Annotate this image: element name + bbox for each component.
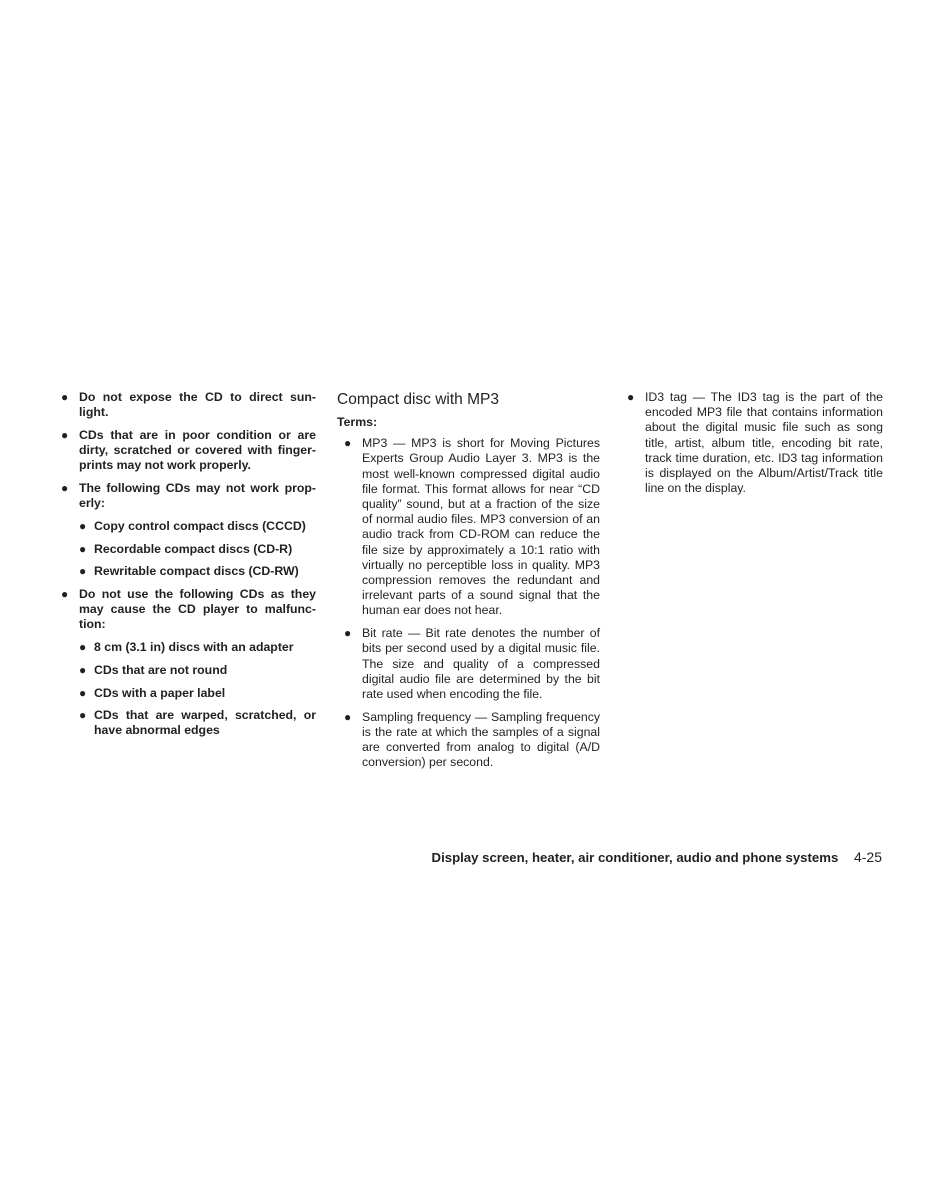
sub-list-item [79,686,316,701]
list-item-text: Do not use the following CDs as they may cause the CD player to malfunc-tion: [79,587,316,632]
right-column [625,390,883,504]
bullet-icon: ● [79,662,87,677]
list-item [337,436,600,618]
bullet-icon: ● [61,427,69,442]
sub-list [79,519,316,580]
terms-list-continued [625,390,883,496]
bullet-icon: ● [79,708,87,723]
sub-list-item-text: Recordable compact discs (CD-R) [94,541,293,556]
term-text: MP3 — MP3 is short for Moving Pictures Experts Group Audio Layer 3. MP3 is the most well-known compressed digital audio file format. This format allows for near “CD quality” sound, but at a fraction of the size of normal audio files. MP3 conversion of an audio track from CD-ROM can reduce the file size by approximately a 10:1 ratio with virtually no perceptible loss in quality. MP3 compression removes the redundant and irrelevant parts of a sound signal that the human ear does not hear. [362,436,600,618]
list-item [337,626,600,702]
bullet-icon: ● [79,564,87,579]
bullet-icon: ● [344,709,352,724]
bullet-icon: ● [79,518,87,533]
list-item [60,428,316,474]
bullet-icon: ● [61,587,69,602]
term-text: Bit rate — Bit rate denotes the number of bits per second used by a digital music file. The size and quality of a compressed digital audio file are determined by the bit rate used when encoding the file. [362,626,600,701]
sub-list-item-text: CDs that are not round [94,662,228,677]
sub-list-item [79,564,316,579]
list-item-text: The following CDs may not work prop-erly: [79,481,316,511]
sub-list-item [79,708,316,738]
sub-list-item-text: 8 cm (3.1 in) discs with an adapter [94,640,294,655]
bullet-icon: ● [61,481,69,496]
list-item-text: CDs that are in poor condition or are dirty, scratched or covered with finger-prints may not work properly. [79,427,316,473]
bullet-icon: ● [61,390,69,404]
sub-list-item [79,542,316,557]
bullet-icon: ● [344,626,352,641]
sub-list-item [79,519,316,534]
page-footer [300,848,882,867]
terms-list [337,436,600,770]
bullet-icon: ● [627,390,635,404]
sub-list-item-text: Rewritable compact discs (CD-RW) [94,564,299,579]
bullet-icon: ● [79,541,87,556]
list-item [60,390,316,420]
left-column [60,390,316,746]
list-item [60,481,316,580]
sub-list-item-text: CDs that are warped, scratched, or have abnormal edges [94,708,316,738]
bullet-icon: ● [79,640,87,655]
list-item [337,710,600,771]
terms-label: Terms: [337,415,378,429]
footer-section-title: Display screen, heater, air conditioner, audio and phone systems [431,850,839,865]
bullet-icon: ● [79,685,87,700]
sub-list-item-text: Copy control compact discs (CCCD) [94,518,306,533]
page-number: 4-25 [853,849,882,865]
term-text: Sampling frequency — Sampling frequency is the rate at which the samples of a signal are converted from analog to digital (A/D conversion) per second. [362,709,600,770]
bullet-icon: ● [344,436,352,451]
sub-list-item [79,640,316,655]
sub-list-item [79,663,316,678]
list-item [60,587,316,739]
cd-precautions-list [60,390,316,739]
list-item [625,390,883,496]
middle-column [337,390,600,778]
list-item-text: Do not expose the CD to direct sun-light. [79,390,316,420]
term-text: ID3 tag — The ID3 tag is the part of the encoded MP3 file that contains information about the digital music file such as song title, artist, album title, encoding bit rate, track time duration, etc. ID3 tag information is displayed on the Album/Artist/Track title line on the display. [645,390,883,496]
section-title: Compact disc with MP3 [337,391,499,408]
sub-list-item-text: CDs with a paper label [94,685,226,700]
sub-list [79,640,316,739]
